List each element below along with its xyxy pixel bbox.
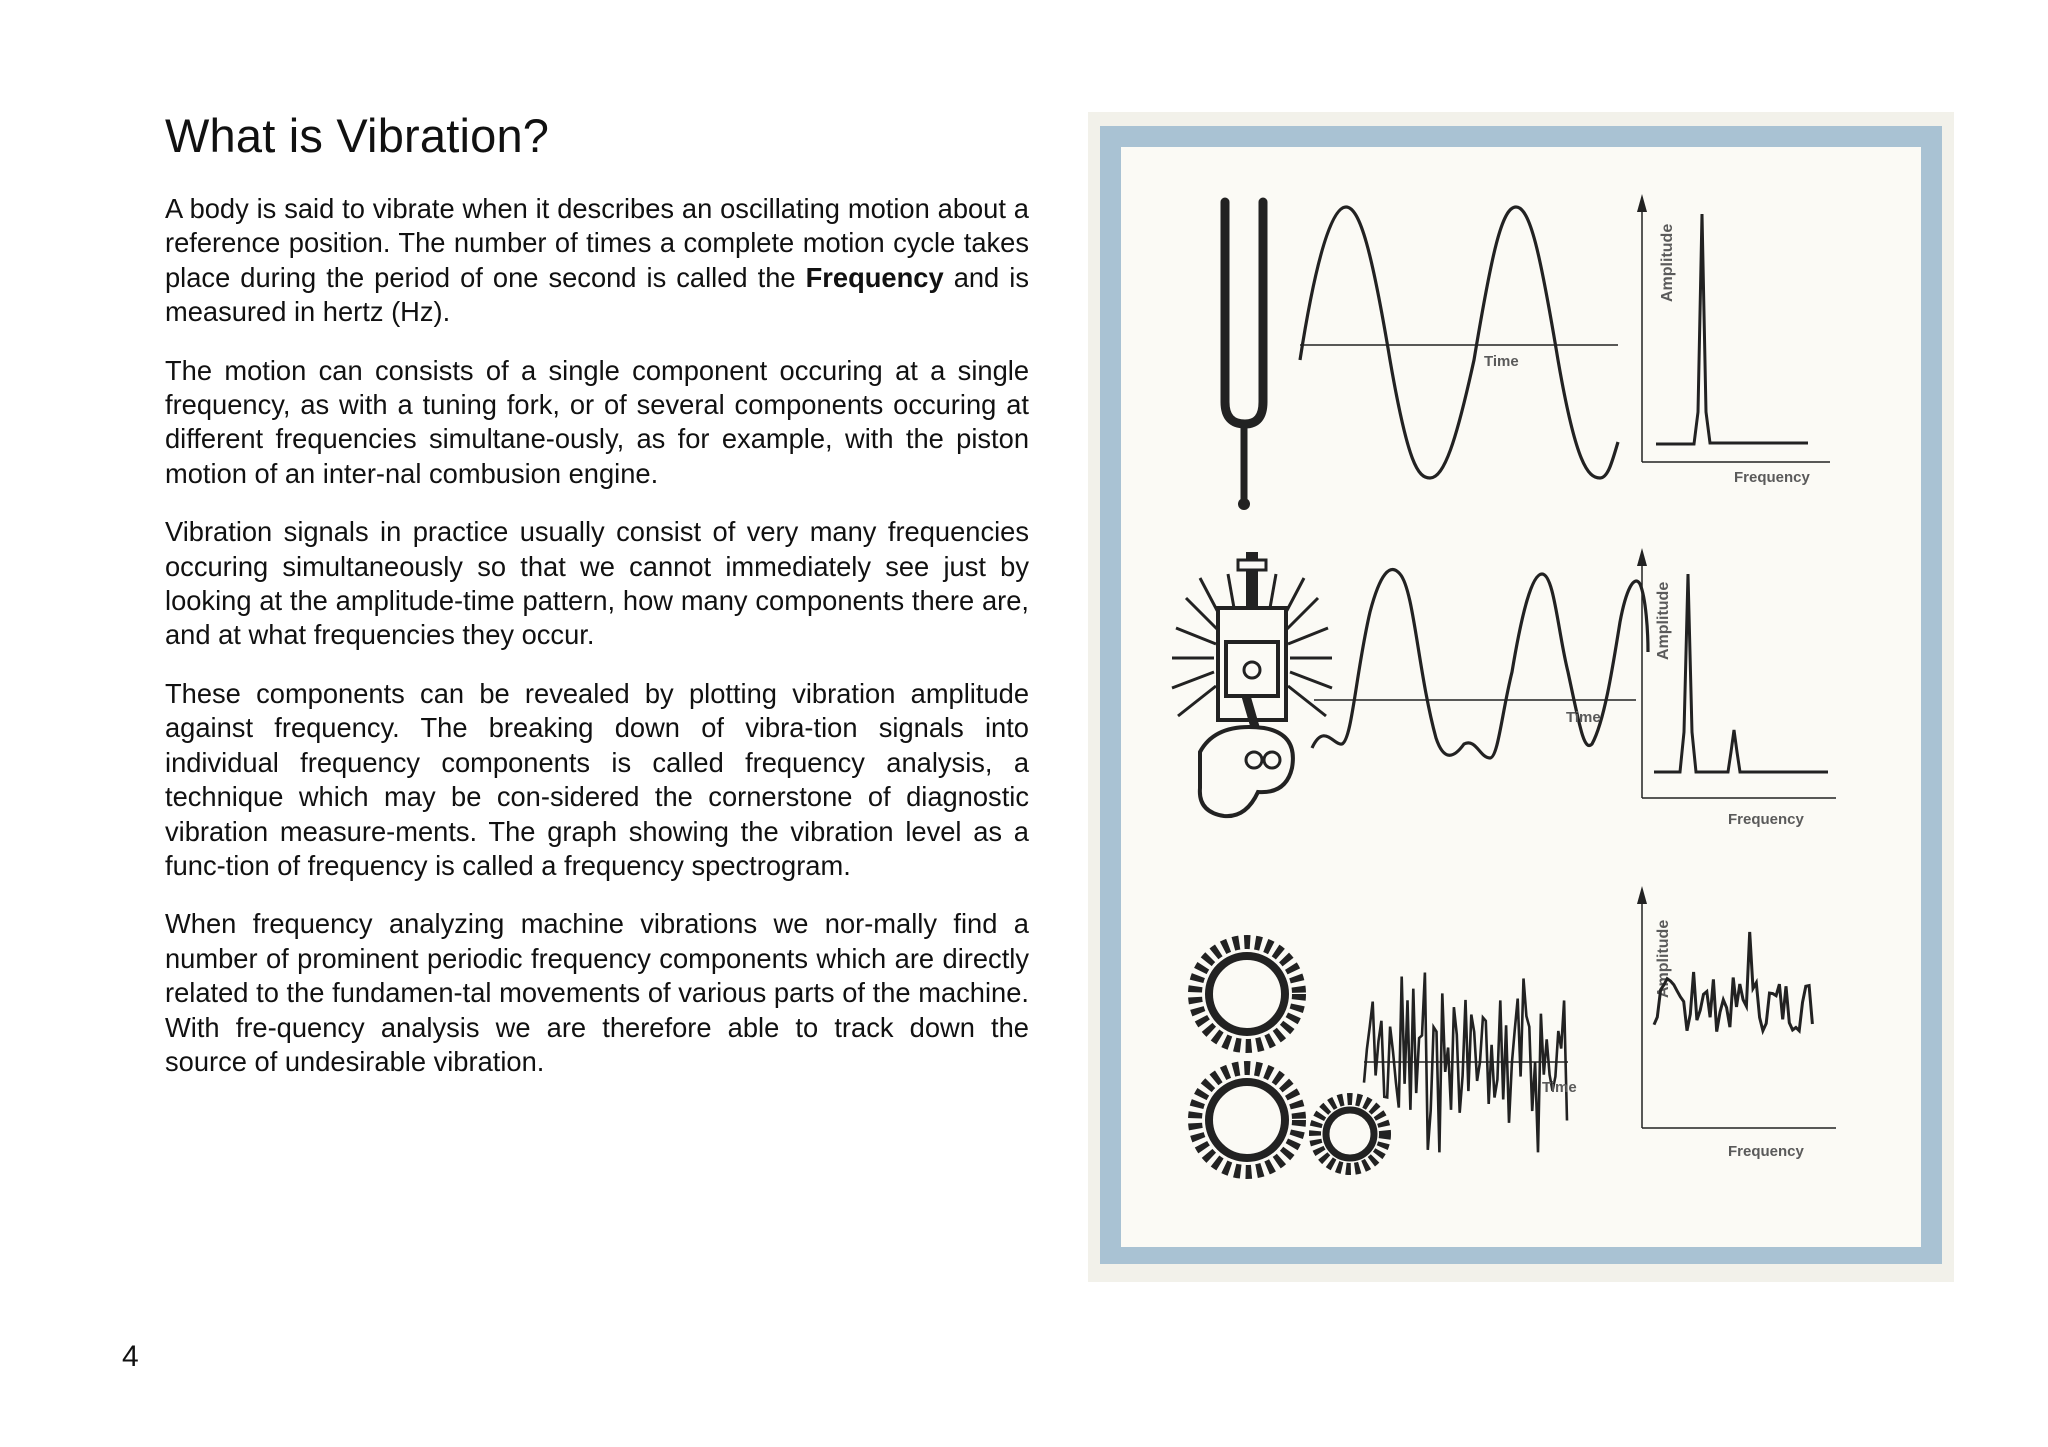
paragraph-definition-start: A body is said to vibrate when it describes an oscillating motion about a reference position. The number of times a complete motion cycle takes place during the period of one second is called the: [165, 193, 1029, 293]
two-peak-spectrum: [1654, 574, 1828, 772]
frequency-label-1: Frequency: [1734, 469, 1810, 486]
engine-piston-icon: [1172, 552, 1332, 816]
sine-wave: [1300, 207, 1618, 478]
frequency-term: Frequency: [805, 261, 944, 293]
figure-illustration: [1088, 112, 1954, 1282]
vibration-figure: [1088, 112, 1954, 1282]
paragraph-components: The motion can consists of a single component occuring at a single frequency, as with a tuning fork, or of several components occuring at different frequencies simultane-ously, as for example, with the piston motion of an inter-nal combusion engine.: [165, 354, 1029, 489]
amplitude-label-1: Amplitude: [1659, 223, 1676, 302]
broadband-spectrum: [1654, 932, 1812, 1032]
axis-arrow-icon: [1637, 194, 1647, 212]
axis-arrow-icon: [1637, 886, 1647, 904]
paragraph-frequency-analysis: These components can be revealed by plotting vibration amplitude against frequency. The breaking down of vibra-tion signals into individual frequency components is called frequency analysis, a technique which may be con-sidered the cornerstone of diagnostic vibration measure-ments. The graph showing the vibration level as a func-tion of frequency is called a frequency spectrogram.: [165, 677, 1029, 881]
amplitude-label-2: Amplitude: [1655, 581, 1672, 660]
time-label-1: Time: [1484, 353, 1519, 370]
body-text: [165, 192, 1029, 1103]
paragraph-definition: [165, 192, 1029, 330]
sine-wave-time-plot: [1300, 207, 1618, 478]
page-number: 4: [122, 1340, 139, 1373]
paragraph-definition-end: and is measured in hertz (Hz).: [165, 261, 1029, 328]
single-peak-spectrum: [1656, 214, 1808, 444]
frequency-label-2: Frequency: [1728, 811, 1804, 828]
axis-arrow-icon: [1637, 548, 1647, 566]
engine-time-plot: [1312, 570, 1648, 758]
page-title: What is Vibration?: [165, 109, 550, 162]
tuning-fork-icon: [1225, 202, 1263, 510]
spectrum-plot-1: [1637, 194, 1830, 486]
gears-icon: [1195, 942, 1385, 1172]
noise-time-plot: [1364, 973, 1577, 1153]
time-label-2: Time: [1566, 709, 1601, 726]
paragraph-signals: Vibration signals in practice usually consist of very many frequencies occuring simultaneously so that we cannot immediately see just by looking at the amplitude-time pattern, how many components there are, and at what frequencies they occur.: [165, 516, 1029, 651]
two-component-wave: [1312, 570, 1648, 758]
time-label-3: Time: [1542, 1079, 1577, 1096]
spectrum-plot-2: [1637, 548, 1836, 828]
paragraph-machine-vibrations: When frequency analyzing machine vibrations we nor-mally find a number of prominent periodic frequency components which are directly related to the fundamen-tal movements of various parts of the machine. With fre-quency analysis we are therefore able to track down the source of undesirable vibration.: [165, 908, 1029, 1077]
frequency-label-3: Frequency: [1728, 1143, 1804, 1160]
spectrum-plot-3: [1637, 886, 1836, 1160]
amplitude-label-3: Amplitude: [1655, 919, 1672, 998]
